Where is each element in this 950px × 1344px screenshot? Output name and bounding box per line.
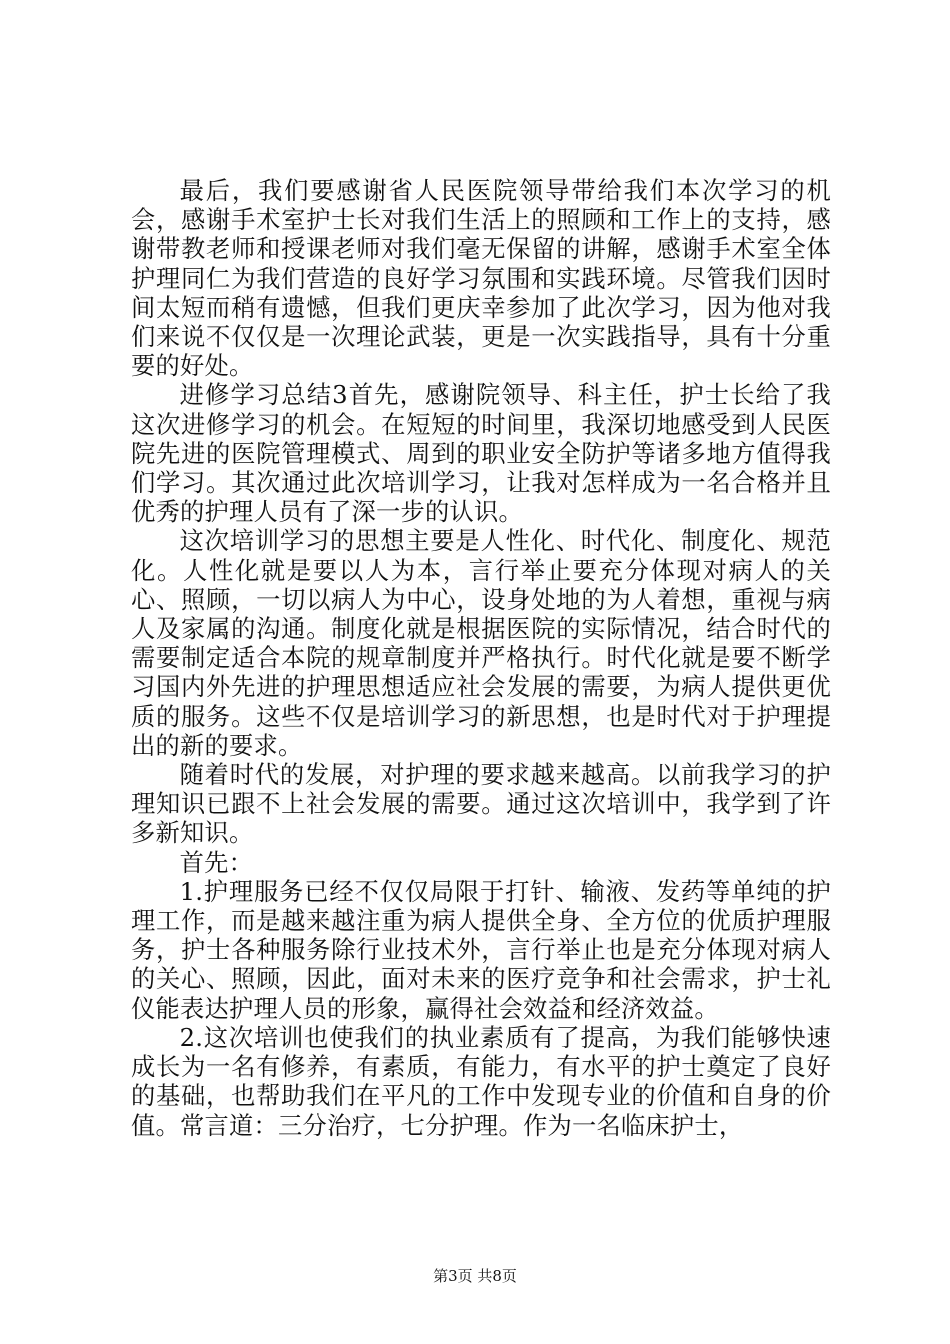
paragraph-training-thoughts: 这次培训学习的思想主要是人性化、时代化、制度化、规范化。人性化就是要以人为本，言行举止要充分体现对病人的关心、照顾，一切以病人为中心，设身处地的为人着想，重视与病人及家属的沟通。制度化就是根据医院的实际情况，结合时代的需要制定适合本院的规章制度并严格执行。时代化就是要不断学习国内外先进的护理思想适应社会发展的需要，为病人提供更优质的服务。这些不仅是培训学习的新思想，也是时代对于护理提出的新的要求。: [131, 526, 831, 760]
paragraph-first-heading: 首先：: [179, 847, 254, 877]
paragraph-item-1: 1.护理服务已经不仅仅局限于打针、输液、发药等单纯的护理工作，而是越来越注重为病人提供全身、全方位的优质护理服务，护士各种服务除行业技术外，言行举止也是充分体现对病人的关心、照顾，因此，面对未来的医疗竞争和社会需求，护士礼仪能表达护理人员的形象，赢得社会效益和经济效益。: [131, 876, 831, 1023]
document-body: [131, 176, 831, 1140]
page-footer: 第3页 共8页: [433, 1267, 517, 1285]
paragraph-development: 随着时代的发展，对护理的要求越来越高。以前我学习的护理知识已跟不上社会发展的需要。通过这次培训中，我学到了许多新知识。: [131, 760, 831, 848]
paragraph-summary-intro: 进修学习总结3首先，感谢院领导、科主任，护士长给了我这次进修学习的机会。在短短的时间里，我深切地感受到人民医院先进的医院管理模式、周到的职业安全防护等诸多地方值得我们学习。其次通过此次培训学习，让我对怎样成为一名合格并且优秀的护理人员有了深一步的认识。: [131, 380, 831, 527]
paragraph-item-2: 2.这次培训也使我们的执业素质有了提高，为我们能够快速成长为一名有修养，有素质，有能力，有水平的护士奠定了良好的基础，也帮助我们在平凡的工作中发现专业的价值和自身的价值。常言道：三分治疗，七分护理。作为一名临床护士，: [131, 1022, 831, 1140]
paragraph-gratitude: 最后，我们要感谢省人民医院领导带给我们本次学习的机会，感谢手术室护士长对我们生活上的照顾和工作上的支持，感谢带教老师和授课老师对我们毫无保留的讲解，感谢手术室全体护理同仁为我们营造的良好学习氛围和实践环境。尽管我们因时间太短而稍有遗憾，但我们更庆幸参加了此次学习，因为他对我们来说不仅仅是一次理论武装，更是一次实践指导，具有十分重要的好处。: [131, 176, 831, 381]
